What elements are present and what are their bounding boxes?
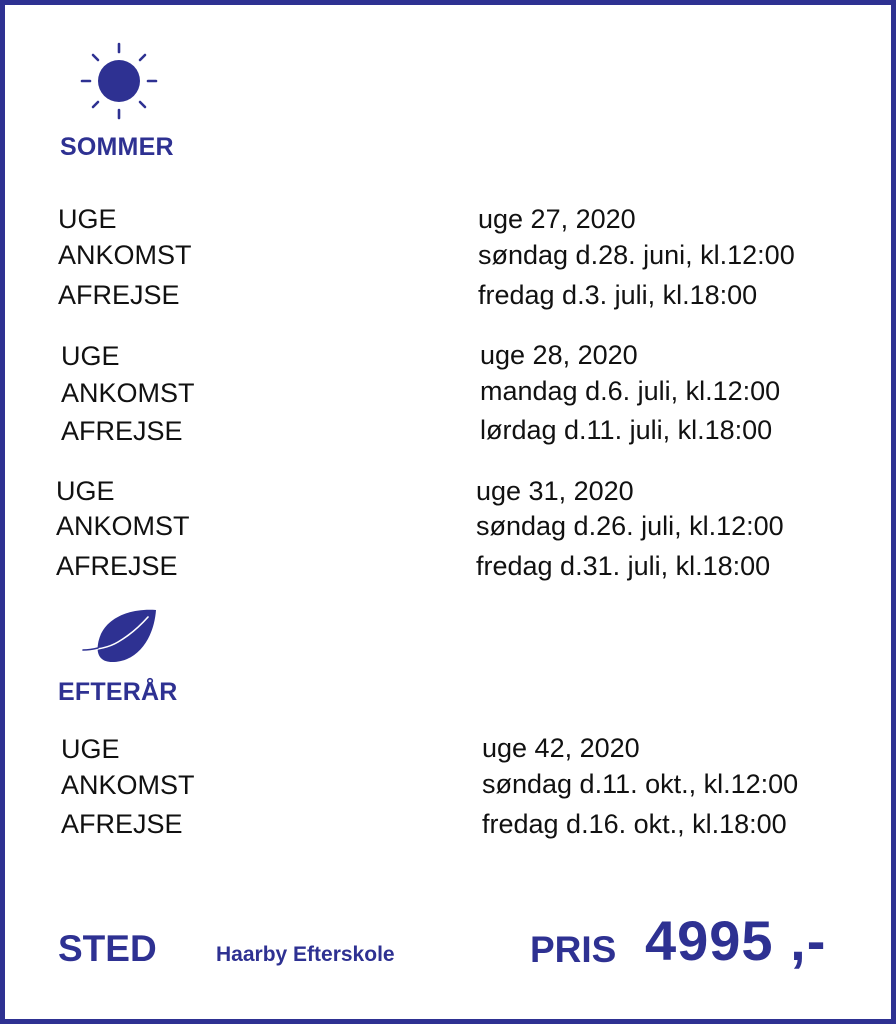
location-label: STED bbox=[58, 928, 157, 969]
arrival-value: søndag d.28. juni, kl.12:00 bbox=[478, 240, 795, 270]
section-title-summer: SOMMER bbox=[60, 133, 174, 161]
departure-label: AFREJSE bbox=[61, 416, 183, 446]
departure-value: lørdag d.11. juli, kl.18:00 bbox=[480, 415, 773, 445]
arrival-value: mandag d.6. juli, kl.12:00 bbox=[480, 376, 781, 406]
departure-value: fredag d.31. juli, kl.18:00 bbox=[476, 551, 771, 581]
week-label: UGE bbox=[61, 341, 120, 371]
departure-value: fredag d.16. okt., kl.18:00 bbox=[482, 809, 787, 839]
week-label: UGE bbox=[58, 204, 117, 234]
week-value: uge 28, 2020 bbox=[480, 340, 638, 370]
arrival-label: ANKOMST bbox=[56, 511, 190, 541]
arrival-value: søndag d.11. okt., kl.12:00 bbox=[482, 769, 799, 799]
week-value: uge 31, 2020 bbox=[476, 476, 634, 506]
price-value: 4995 ,- bbox=[645, 909, 827, 972]
leaf-icon bbox=[82, 608, 160, 666]
arrival-value: søndag d.26. juli, kl.12:00 bbox=[476, 511, 784, 541]
departure-label: AFREJSE bbox=[56, 551, 178, 581]
departure-label: AFREJSE bbox=[58, 280, 180, 310]
location-value: Haarby Efterskole bbox=[216, 943, 395, 966]
week-label: UGE bbox=[56, 476, 115, 506]
section-title-autumn: EFTERÅR bbox=[58, 678, 178, 706]
departure-value: fredag d.3. juli, kl.18:00 bbox=[478, 280, 758, 310]
departure-label: AFREJSE bbox=[61, 809, 183, 839]
week-value: uge 42, 2020 bbox=[482, 733, 640, 763]
arrival-label: ANKOMST bbox=[61, 378, 195, 408]
week-value: uge 27, 2020 bbox=[478, 204, 636, 234]
sun-icon bbox=[80, 42, 158, 120]
week-label: UGE bbox=[61, 734, 120, 764]
arrival-label: ANKOMST bbox=[61, 770, 195, 800]
price-label: PRIS bbox=[530, 929, 617, 970]
arrival-label: ANKOMST bbox=[58, 240, 192, 270]
